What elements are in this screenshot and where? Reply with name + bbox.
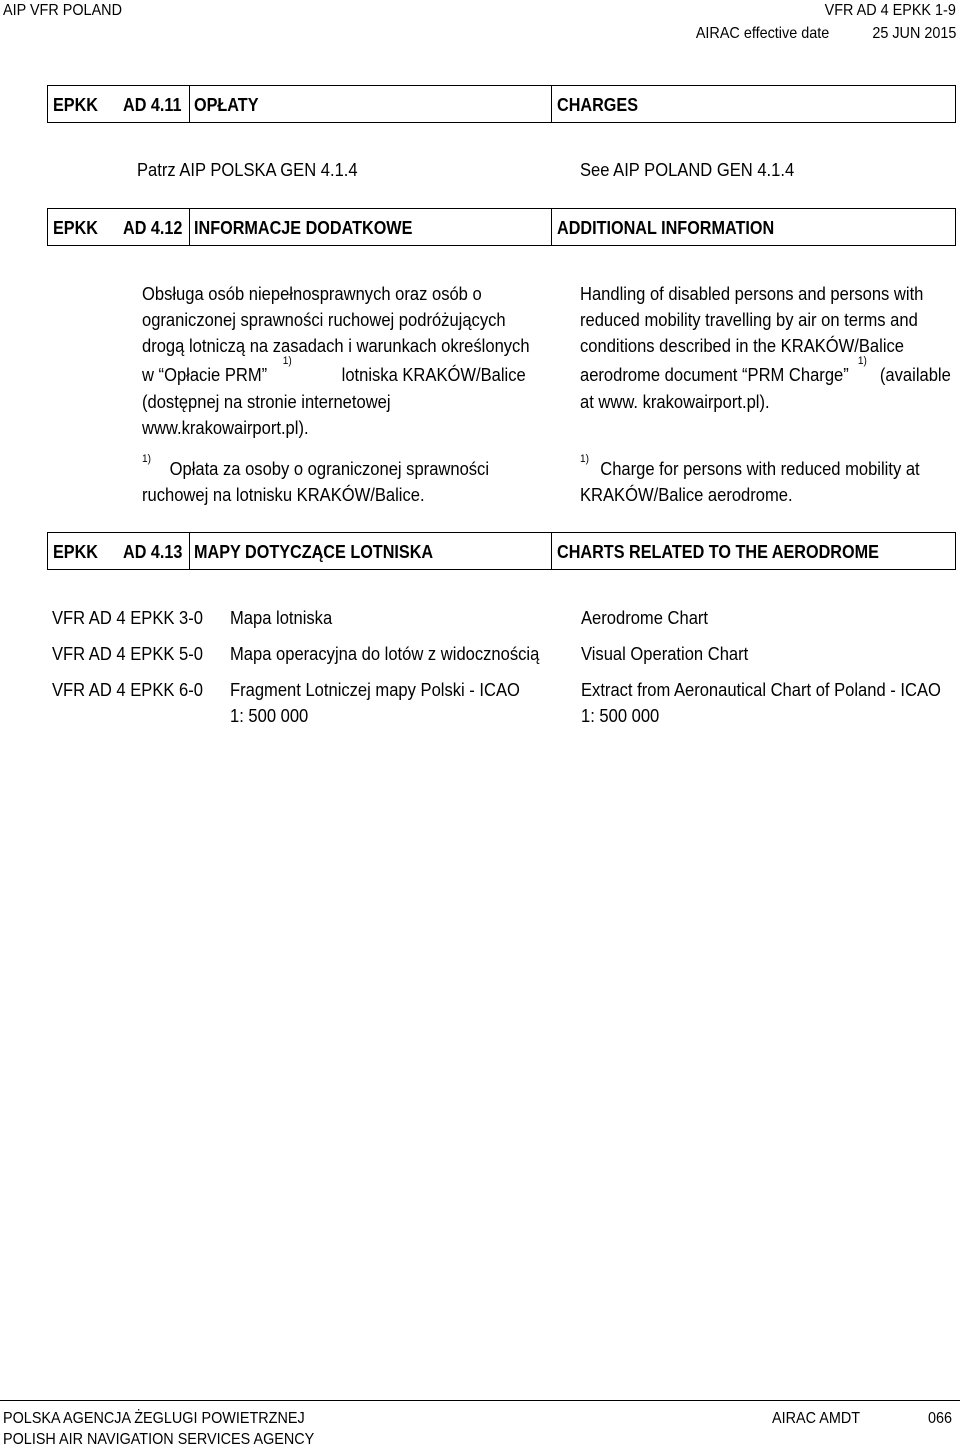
chart-name-pl: Mapa lotniska <box>230 608 333 628</box>
footnote-text: Charge for persons with reduced mobility at <box>600 459 920 479</box>
footer-rule <box>0 1400 960 1401</box>
aerodrome-name: lotniska KRAKÓW/Balice <box>341 365 526 385</box>
footnote-line: 1) Charge for persons with reduced mobility at <box>580 456 793 482</box>
chart-name-en: Aerodrome Chart <box>581 608 709 628</box>
footnote-text: Opłata za osoby o ograniczonej sprawności <box>169 459 490 479</box>
chart-name-pl: Fragment Lotniczej mapy Polski - ICAO <box>230 680 520 700</box>
section-code: EPKK <box>53 542 99 562</box>
section-code: EPKK <box>53 95 99 115</box>
agency-name-en: POLISH AIR NAVIGATION SERVICES AGENCY <box>3 1431 315 1448</box>
website-url: at www. krakowairport.pl). <box>580 392 770 412</box>
footnote-line: KRAKÓW/Balice aerodrome. <box>580 485 793 505</box>
effective-date: 25 JUN 2015 <box>871 25 956 42</box>
section-number: AD 4.13 <box>123 542 183 562</box>
prm-document-name: aerodrome document “PRM Charge” <box>580 365 849 385</box>
footnote-en <box>580 453 920 508</box>
section-header-ad-4-13 <box>47 532 956 570</box>
prm-document-name: w “Opłacie PRM” <box>142 365 268 385</box>
section-title-pl: INFORMACJE DODATKOWE <box>194 218 413 238</box>
chart-reference: VFR AD 4 EPKK 6-0 <box>52 680 203 700</box>
chart-scale-pl: 1: 500 000 <box>230 706 309 726</box>
text-line: conditions described in the KRAKÓW/Balice <box>580 336 904 356</box>
charges-reference-en: See AIP POLAND GEN 4.1.4 <box>580 160 795 180</box>
section-number: AD 4.12 <box>123 218 183 238</box>
agency-name-pl: POLSKA AGENCJA ŻEGLUGI POWIETRZNEJ <box>3 1410 305 1427</box>
text-line <box>142 389 547 415</box>
charges-reference-pl: Patrz AIP POLSKA GEN 4.1.4 <box>137 160 358 180</box>
text-line: Handling of disabled persons and persons with <box>580 284 924 304</box>
text-line: w “Opłacie PRM” 1) lotniska KRAKÓW/Balice <box>142 359 547 389</box>
text-line-words: (dostępnej na stronie internetowej <box>142 392 391 412</box>
section-title-en: ADDITIONAL INFORMATION <box>557 218 775 238</box>
chart-reference: VFR AD 4 EPKK 3-0 <box>52 608 203 628</box>
additional-info-en <box>580 281 950 415</box>
text-line: Obsługa osób niepełnosprawnych oraz osób o <box>142 284 482 304</box>
chart-reference: VFR AD 4 EPKK 5-0 <box>52 644 203 664</box>
text-line: reduced mobility travelling by air on terms and <box>580 310 918 330</box>
page-reference: VFR AD 4 EPKK 1-9 <box>824 2 956 19</box>
amendment-label: AIRAC AMDT <box>772 1410 861 1427</box>
section-number: AD 4.11 <box>123 95 182 115</box>
text-line: aerodrome document “PRM Charge” 1) (available <box>580 359 953 389</box>
text-line: ograniczonej sprawności ruchowej podróżujących <box>142 310 506 330</box>
chart-scale-en: 1: 500 000 <box>581 706 660 726</box>
publication-title: AIP VFR POLAND <box>3 2 122 19</box>
footnote-pl <box>142 453 490 508</box>
text-line: drogą lotniczą na zasadach i warunkach określonych <box>142 336 530 356</box>
section-title-pl: MAPY DOTYCZĄCE LOTNISKA <box>194 542 434 562</box>
amendment-number: 066 <box>928 1410 953 1427</box>
effective-date-label: AIRAC effective date <box>695 25 829 42</box>
section-header-ad-4-12 <box>47 208 956 246</box>
section-title-pl: OPŁATY <box>194 95 259 115</box>
text-line-words: (available <box>879 365 951 385</box>
section-title-en: CHARTS RELATED TO THE AERODROME <box>557 542 879 562</box>
footnote-line: 1) Opłata za osoby o ograniczonej sprawności <box>142 456 425 482</box>
section-code: EPKK <box>53 218 99 238</box>
chart-name-en: Visual Operation Chart <box>581 644 749 664</box>
additional-info-pl <box>142 281 547 441</box>
chart-name-en: Extract from Aeronautical Chart of Poland - ICAO <box>581 680 941 700</box>
section-title-en: CHARGES <box>557 95 639 115</box>
chart-name-pl: Mapa operacyjna do lotów z widocznością <box>230 644 540 664</box>
footnote-line: ruchowej na lotnisku KRAKÓW/Balice. <box>142 485 425 505</box>
website-url: www.krakowairport.pl). <box>142 418 309 438</box>
section-header-ad-4-11 <box>47 85 956 123</box>
